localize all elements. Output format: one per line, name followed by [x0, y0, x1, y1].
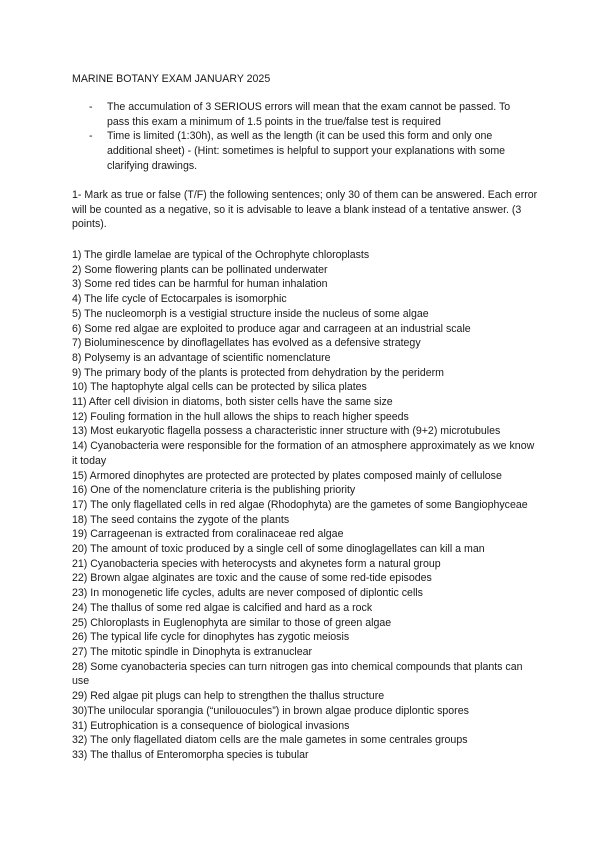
question-item: 9) The primary body of the plants is protected from dehydration by the periderm: [72, 366, 444, 379]
instruction-item: [89, 129, 529, 173]
question-item: 25) Chloroplasts in Euglenophyta are similar to those of green algae: [72, 616, 392, 629]
question-item: 30)The unilocular sporangia (“unilouocules”) in brown algae produce diplontic spores: [72, 704, 469, 717]
question-item: 13) Most eukaryotic flagella possess a characteristic inner structure with (9+2) microtubules: [72, 425, 501, 438]
true-false-questions-list: [72, 248, 542, 763]
question-item: 20) The amount of toxic produced by a single cell of some dinoglagellates can kill a man: [72, 543, 485, 556]
question-item: 26) The typical life cycle for dinophytes has zygotic meiosis: [72, 631, 350, 644]
question-item: 2) Some flowering plants can be pollinated underwater: [72, 263, 328, 276]
question-item: 6) Some red algae are exploited to produce agar and carrageen at an industrial scale: [72, 322, 471, 335]
question-item: 14) Cyanobacteria were responsible for the formation of an atmosphere approximately as we know it today: [72, 440, 535, 467]
bullet-marker: -: [89, 101, 93, 113]
question-item: 18) The seed contains the zygote of the plants: [72, 513, 290, 526]
question-item: 15) Armored dinophytes are protected are protected by plates composed mainly of cellulose: [72, 469, 502, 482]
question-item: 1) The girdle lamelae are typical of the Ochrophyte chloroplasts: [72, 249, 370, 261]
question-item: 7) Bioluminescence by dinoflagellates has evolved as a defensive strategy: [72, 337, 421, 350]
question-item: 3) Some red tides can be harmful for human inhalation: [72, 278, 328, 291]
question-item: 8) Polysemy is an advantage of scientific nomenclature: [72, 351, 331, 364]
question-item: 27) The mitotic spindle in Dinophyta is extranuclear: [72, 645, 313, 658]
exam-title: MARINE BOTANY EXAM JANUARY 2025: [72, 73, 271, 85]
question-item: 32) The only flagellated diatom cells are the male gametes in some centrales groups: [72, 734, 468, 747]
question-item: 17) The only flagellated cells in red algae (Rhodophyta) are the gametes of some Bangiophyceae: [72, 498, 528, 511]
question-item: 21) Cyanobacteria species with heterocysts and akynetes form a natural group: [72, 557, 441, 570]
question-item: 24) The thallus of some red algae is calcified and hard as a rock: [72, 601, 373, 614]
instruction-text: The accumulation of 3 SERIOUS errors will mean that the exam cannot be passed. To pass this exam a minimum of 1.5 points in the true/false test is required: [107, 101, 511, 128]
question-item: 5) The nucleomorph is a vestigial structure inside the nucleus of some algae: [72, 307, 429, 320]
question-item: 29) Red algae pit plugs can help to strengthen the thallus structure: [72, 690, 385, 703]
instructions-list: [89, 100, 529, 174]
question-item: 16) One of the nomenclature criteria is the publishing priority: [72, 484, 356, 497]
bullet-marker: -: [89, 130, 93, 143]
question-item: 11) After cell division in diatoms, both sister cells have the same size: [72, 396, 393, 409]
question-item: 28) Some cyanobacteria species can turn nitrogen gas into chemical compounds that plants can use: [72, 660, 523, 688]
section1-instructions: 1- Mark as true or false (T/F) the following sentences; only 30 of them can be answered. Each error will be counted as a negative, so it is advisable to leave a blank instead of a tentative answer. (3 points).: [72, 189, 538, 231]
question-item: 22) Brown algae alginates are toxic and the cause of some red-tide episodes: [72, 572, 432, 585]
question-item: 12) Fouling formation in the hull allows the ships to reach higher speeds: [72, 410, 409, 423]
question-item: 23) In monogenetic life cycles, adults are never composed of diplontic cells: [72, 587, 423, 600]
question-item: 10) The haptophyte algal cells can be protected by silica plates: [72, 381, 367, 394]
question-item: 31) Eutrophication is a consequence of biological invasions: [72, 719, 350, 732]
instruction-item: [89, 100, 529, 129]
question-item: 4) The life cycle of Ectocarpales is isomorphic: [72, 293, 287, 306]
instruction-text: Time is limited (1:30h), as well as the length (it can be used this form and only one additional sheet) - (Hint: sometimes is helpful to support your explanations with some clarifying drawings.: [107, 130, 506, 172]
question-item: 33) The thallus of Enteromorpha species is tubular: [72, 748, 309, 761]
question-item: 19) Carrageenan is extracted from coralinaceae red algae: [72, 528, 344, 541]
